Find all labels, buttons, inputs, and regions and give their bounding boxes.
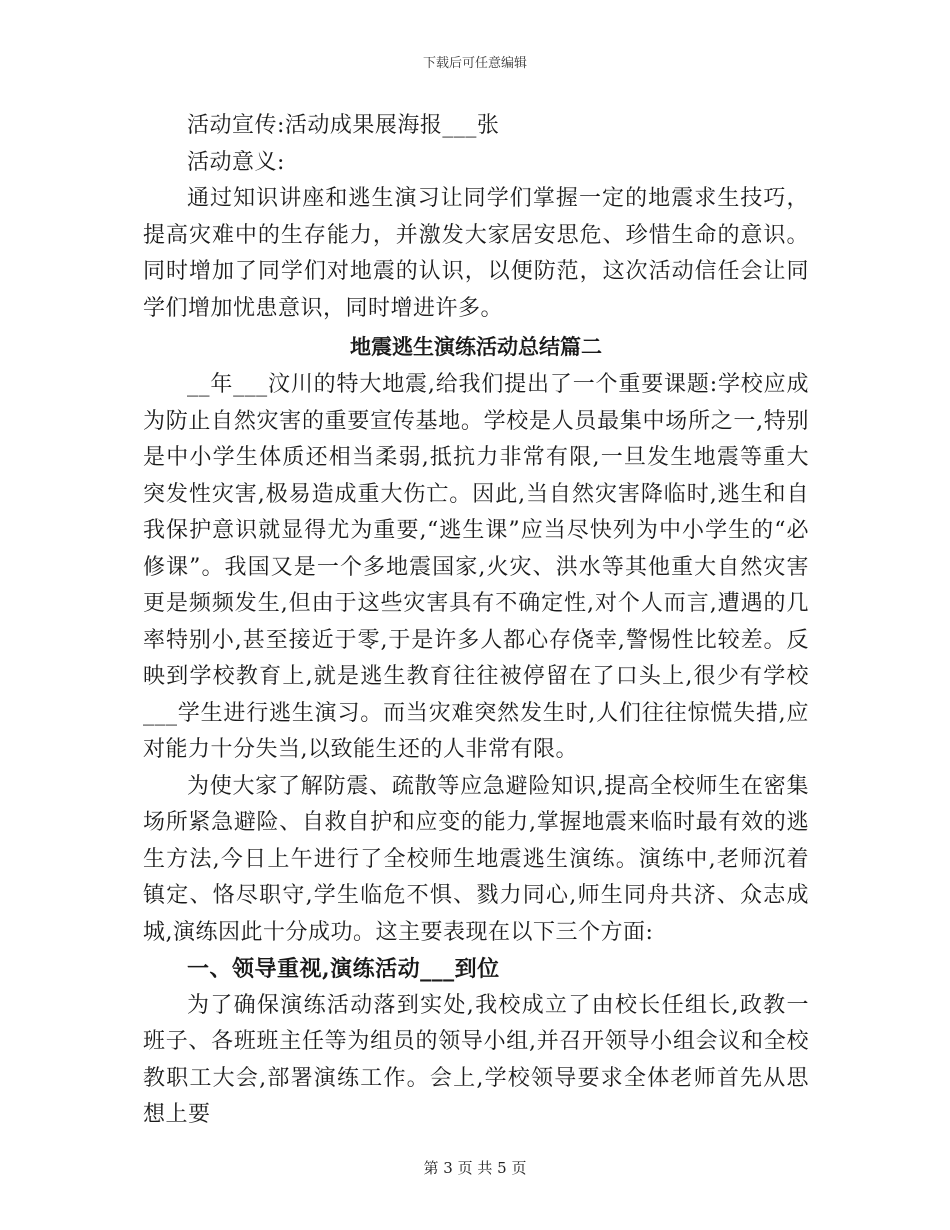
- subheading-leadership: 一、领导重视,演练活动___到位: [187, 956, 500, 982]
- page-number: 第 3 页 共 5 页: [423, 1159, 527, 1177]
- activity-meaning-paragraph: 通过知识讲座和逃生演习让同学们掌握一定的地震求生技巧，提高灾难中的生存能力，并激发大家居安思危、珍惜生命的意识。同时增加了同学们对地震的认识，以便防范，这次活动信任会让同学们增加忧患意识，同时增进许多。: [143, 186, 809, 321]
- paragraph-drill-summary: 为使大家了解防震、疏散等应急避险知识,提高全校师生在密集场所紧急避险、自救自护和应变的能力,掌握地震来临时最有效的逃生方法,今日上午进行了全校师生地震逃生演练。演练中,老师沉着镇定、恪尽职守,学生临危不惧、戮力同心,师生同舟共济、众志成城,演练因此十分成功。这主要表现在以下三个方面:: [143, 773, 809, 945]
- paragraph-leadership: 为了确保演练活动落到实处,我校成立了由校长任组长,政教一班子、各班班主任等为组员的领导小组,并召开领导小组会议和全校教职工大会,部署演练工作。会上,学校领导要求全体老师首先从思想上要: [143, 992, 809, 1127]
- section-title: 地震逃生演练活动总结篇二: [350, 334, 602, 359]
- paragraph-background: __年___汶川的特大地震,给我们提出了一个重要课题:学校应成为防止自然灾害的重要宣传基地。学校是人员最集中场所之一,特别是中小学生体质还相当柔弱,抵抗力非常有限,一旦发生地震等重大突发性灾害,极易造成重大伤亡。因此,当自然灾害降临时,逃生和自我保护意识就显得尤为重要,“逃生课”应当尽快列为中小学生的“必修课”。我国又是一个多地震国家,火灾、洪水等其他重大自然灾害更是频频发生,但由于这些灾害具有不确定性,对个人而言,遭遇的几率特别小,甚至接近于零,于是许多人都心存侥幸,警惕性比较差。反映到学校教育上,就是逃生教育往往被停留在了口头上,很少有学校___学生进行逃生演习。而当灾难突然发生时,人们往往惊慌失措,应对能力十分失当,以致能生还的人非常有限。: [143, 372, 809, 762]
- page-header-note: 下载后可任意编辑: [422, 56, 527, 71]
- activity-meaning-label: 活动意义:: [187, 149, 285, 175]
- activity-publicity-line: 活动宣传:活动成果展海报___张: [187, 113, 500, 138]
- document-body: [143, 108, 809, 1134]
